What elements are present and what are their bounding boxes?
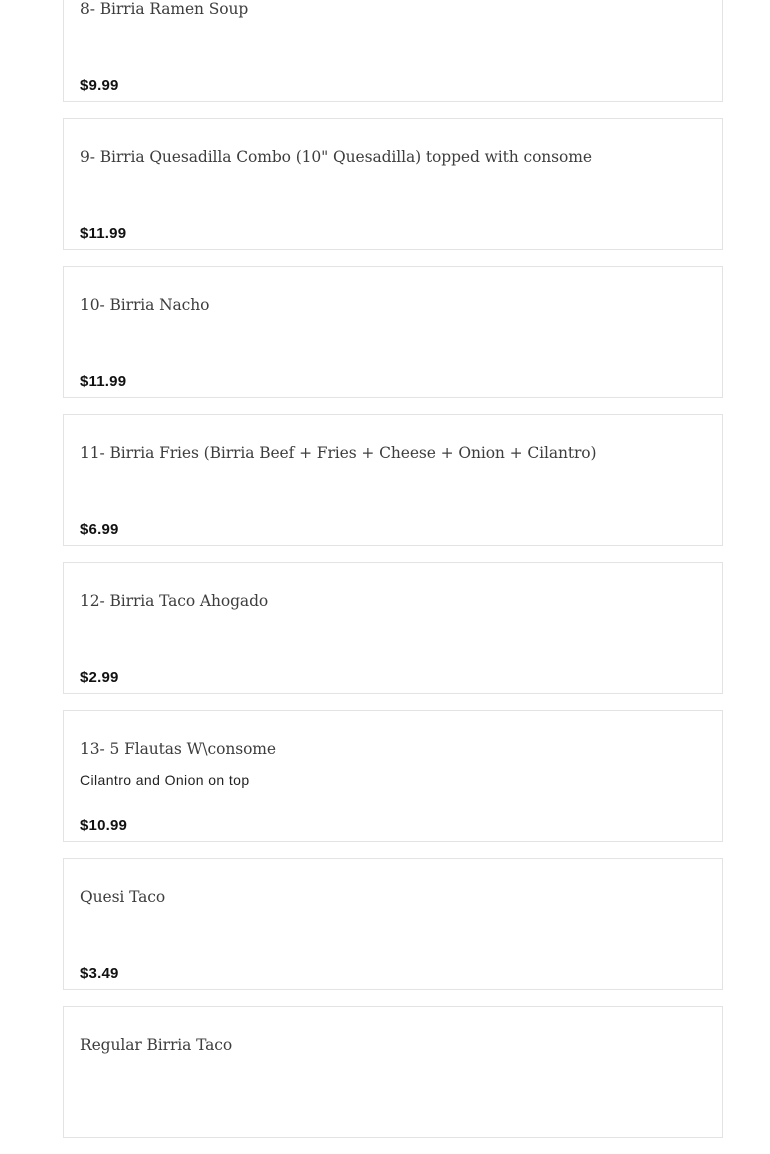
menu-item-card[interactable] <box>63 710 723 842</box>
menu-item-card[interactable] <box>63 118 723 250</box>
menu-item-price: $10.99 <box>80 817 128 834</box>
menu-item-price: $6.99 <box>80 521 119 538</box>
menu-item-name: 12- Birria Taco Ahogado <box>80 592 269 610</box>
menu-item-name: 8- Birria Ramen Soup <box>80 0 249 18</box>
menu-item-card[interactable] <box>63 1006 723 1138</box>
menu-item-card[interactable] <box>63 858 723 990</box>
menu-item-card[interactable] <box>63 414 723 546</box>
menu-item-name: Regular Birria Taco <box>80 1036 233 1054</box>
menu-item-description: Cilantro and Onion on top <box>80 772 250 788</box>
menu-item-name: 11- Birria Fries (Birria Beef + Fries + Cheese + Onion + Cilantro) <box>80 444 597 462</box>
menu-item-price: $3.49 <box>80 965 119 982</box>
menu-item-price: $11.99 <box>80 373 127 390</box>
menu-item-price: $9.99 <box>80 77 119 94</box>
menu-item-card[interactable] <box>63 562 723 694</box>
menu-item-card[interactable] <box>63 0 723 102</box>
menu-item-name: Quesi Taco <box>80 888 166 906</box>
menu-item-list <box>63 0 723 1154</box>
menu-item-price: $2.99 <box>80 669 119 686</box>
menu-item-name: 9- Birria Quesadilla Combo (10" Quesadilla) topped with consome <box>80 148 592 166</box>
menu-item-card[interactable] <box>63 266 723 398</box>
menu-item-name: 13- 5 Flautas W\consome <box>80 740 276 758</box>
menu-item-price: $11.99 <box>80 225 127 242</box>
menu-item-name: 10- Birria Nacho <box>80 296 210 314</box>
